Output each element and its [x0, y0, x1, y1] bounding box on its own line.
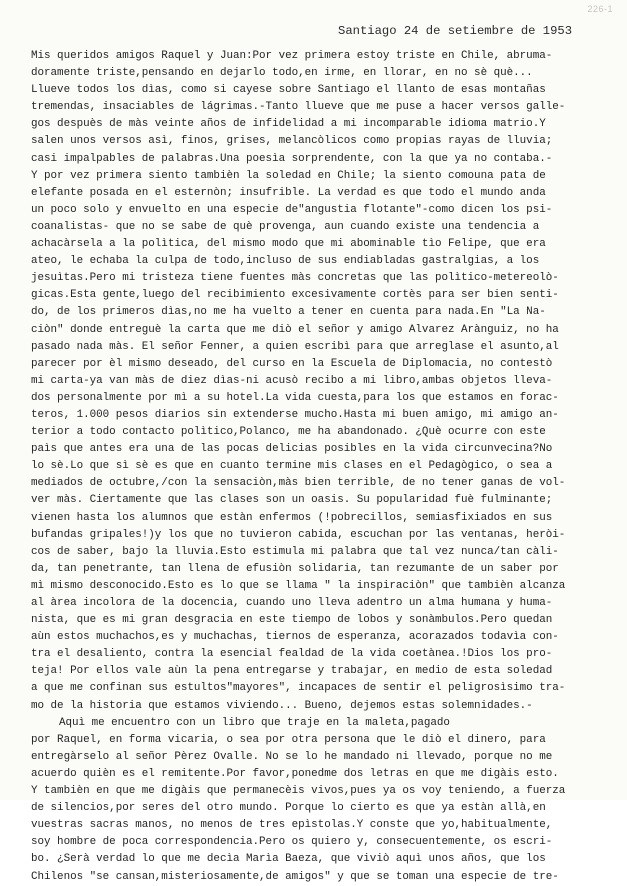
letter-line: mì mismo desconocido.Esto es lo que se llama " la inspiraciòn" que tambièn alcanza [31, 579, 566, 592]
letter-line: coanalistas- que no se sabe de què provenga, aun cuando existe una tendencia a [31, 220, 540, 233]
letter-line: soy hombre de poca correspondencia.Pero os quiero y, consecuentemente, os escri- [31, 836, 553, 849]
letter-line: aùn estos muchachos,es y muchachas, tiernos de esperanza, acorazados todavìa con- [31, 631, 559, 644]
letter-line: jesuìtas.Pero mi tristeza tiene fuentes màs concretas que las polìtico-metereolò- [31, 272, 559, 285]
letter-line: entregàrselo al señor Pèrez Ovalle. No se lo he mandado ni llevado, porque no me [31, 750, 553, 763]
letter-line: doramente triste,pensando en dejarlo todo,en irme, en llorar, en no sè què... [31, 67, 533, 80]
letter-line: a que me confinan sus estultos"mayores", incapaces de sentir el peligrosìsimo tra- [31, 682, 566, 695]
letter-line: da, tan penetrante, tan llena de efusiòn solidaria, tan rezumante de un saber por [31, 562, 559, 575]
letter-line: Y por vez primera siento tambièn la soledad en Chile; la siento comouna pata de [31, 169, 546, 182]
letter-line: elefante posada en el esternòn; insufrible. La verdad es que todo el mundo anda [31, 186, 546, 199]
letter-line: casi impalpables de palabras.Una poesìa sorprendente, con la que ya no contaba.- [31, 152, 553, 165]
letter-line: acuerdo quièn es el remitente.Por favor,ponedme dos letras en que me digàis esto. [31, 767, 559, 780]
letter-line: tra el desaliento, contra la esencial fealdad de la vida coetànea.!Dios los pro- [31, 648, 553, 661]
letter-line: Mis queridos amigos Raquel y Juan:Por vez primera estoy triste en Chile, abruma- [31, 50, 553, 62]
letter-line: mi carta-ya van màs de diez dìas-ni acusò recibo a mi libro,ambas objetos lleva- [31, 374, 553, 387]
letter-line: Llueve todos los dìas, como si cayese sobre Santiago el llanto de esas montañas [31, 84, 546, 97]
letter-body [31, 48, 611, 886]
letter-line: teja! Por ellos vale aùn la pena entregarse y trabajar, en medio de esta soledad [31, 665, 553, 678]
letter-line: nista, que es mi gran desgracia en este tiempo de lobos y sonàmbulos.Pero quedan [31, 614, 553, 627]
letter-line: bo. ¿Serà verdad lo que me decìa Marìa Baeza, que viviò aquì unos años, que los [31, 853, 546, 866]
letter-line: ver màs. Ciertamente que las clases son un oasis. Su popularidad fuè fulminante; [31, 494, 553, 507]
letter-line: bufandas gripales!)y los que no tuvieron cabida, escuchan por las ventanas, heròi- [31, 528, 566, 541]
letter-line: tremendas, insaciables de lágrimas.-Tanto llueve que me puse a hacer versos galle- [31, 101, 566, 114]
letter-line: teros, 1.000 pesos diarios sin extenderse mucho.Hasta mi buen amigo, mi amigo an- [31, 408, 559, 421]
letter-line: achacàrsela a la polìtica, del mismo modo que mi abominable tìo Felipe, que era [31, 238, 546, 251]
letter-line: parecer por èl mismo deseado, del curso en la Escuela de Diplomacia, no contestò [31, 357, 553, 370]
letter-line: gicas.Esta gente,luego del recibimiento excesivamente cortès para ser bien senti- [31, 289, 559, 302]
letter-line: vuestras sacras manos, no menos de tres epìstolas.Y conste que yo,habitualmente, [31, 819, 553, 832]
letter-line: do, de los primeros dìas,no me ha vuelto a tener en cuenta para nada.En "La Na- [31, 306, 546, 319]
letter-line: de silencios,por seres del otro mundo. Porque lo cierto es que ya estàn allà,en [31, 802, 546, 815]
letter-date: Santiago 24 de setiembre de 1953 [338, 24, 573, 38]
letter-line: ciòn" donde entreguè la carta que me diò el señor y amigo Alvarez Arànguiz, no ha [31, 323, 559, 336]
letter-line: terior a todo contacto polìtico,Polanco, me ha abandonado. ¿Què ocurre con este [31, 426, 546, 439]
letter-line: paìs que antes era una de las pocas delicias posibles en la vida circunvecina?No [31, 443, 553, 456]
letter-line: mo de la historia que estamos viviendo... Bueno, dejemos estas solemnidades.- [31, 699, 533, 712]
letter-line: mediados de octubre,/con la sensaciòn,màs bien terrible, de no tener ganas de vol- [31, 477, 566, 490]
letter-line: lo sè.Lo que sì sè es que en cuanto termine mis clases en el Pedagògico, o sea a [31, 460, 553, 473]
letter-line: pasado nada màs. El señor Fenner, a quien escribì para que arreglase el asunto,al [31, 340, 559, 353]
letter-line: por Raquel, en forma vicaria, o sea por otra persona que le diò el dinero, para [31, 733, 546, 746]
letter-line: ateo, le echaba la culpa de todo,incluso de sus endiabladas gastralgias, a los [31, 255, 540, 268]
letter-line: salen unos versos asì, finos, grises, melancòlicos como propias rayas de lluvia; [31, 135, 553, 148]
letter-line: un poco solo y envuelto en una especie de"angustia flotante"-como dicen los psi- [31, 203, 553, 216]
archive-reference-number: 226-1 [587, 4, 613, 14]
letter-line: dos personalmente por mì a su hotel.La vida cuesta,para los que estamos en forac- [31, 391, 559, 404]
letter-line: Aquì me encuentro con un libro que traje en la maleta,pagado [59, 716, 450, 729]
letter-line: al àrea incolora de la docencia, cuando uno lleva adentro un alma humana y huma- [31, 597, 553, 609]
letter-line: vienen hasta los alumnos que estàn enfermos (!pobrecillos, semiasfixiados en sus [31, 511, 553, 524]
letter-line: Y tambièn en que me digàis que permanecèis vivos,pues ya os voy teniendo, a fuerza [31, 785, 566, 798]
letter-line: cos de saber, bajo la lluvia.Esto estimula mi palabra que tal vez nunca/tan càli- [31, 545, 559, 558]
letter-line: gos despuès de màs veinte años de infidelidad a mi incomparable idioma matrio.Y [31, 118, 546, 131]
letter-line: Chilenos "se cansan,misteriosamente,de amigos" y que se toman una especie de tre- [31, 870, 559, 883]
